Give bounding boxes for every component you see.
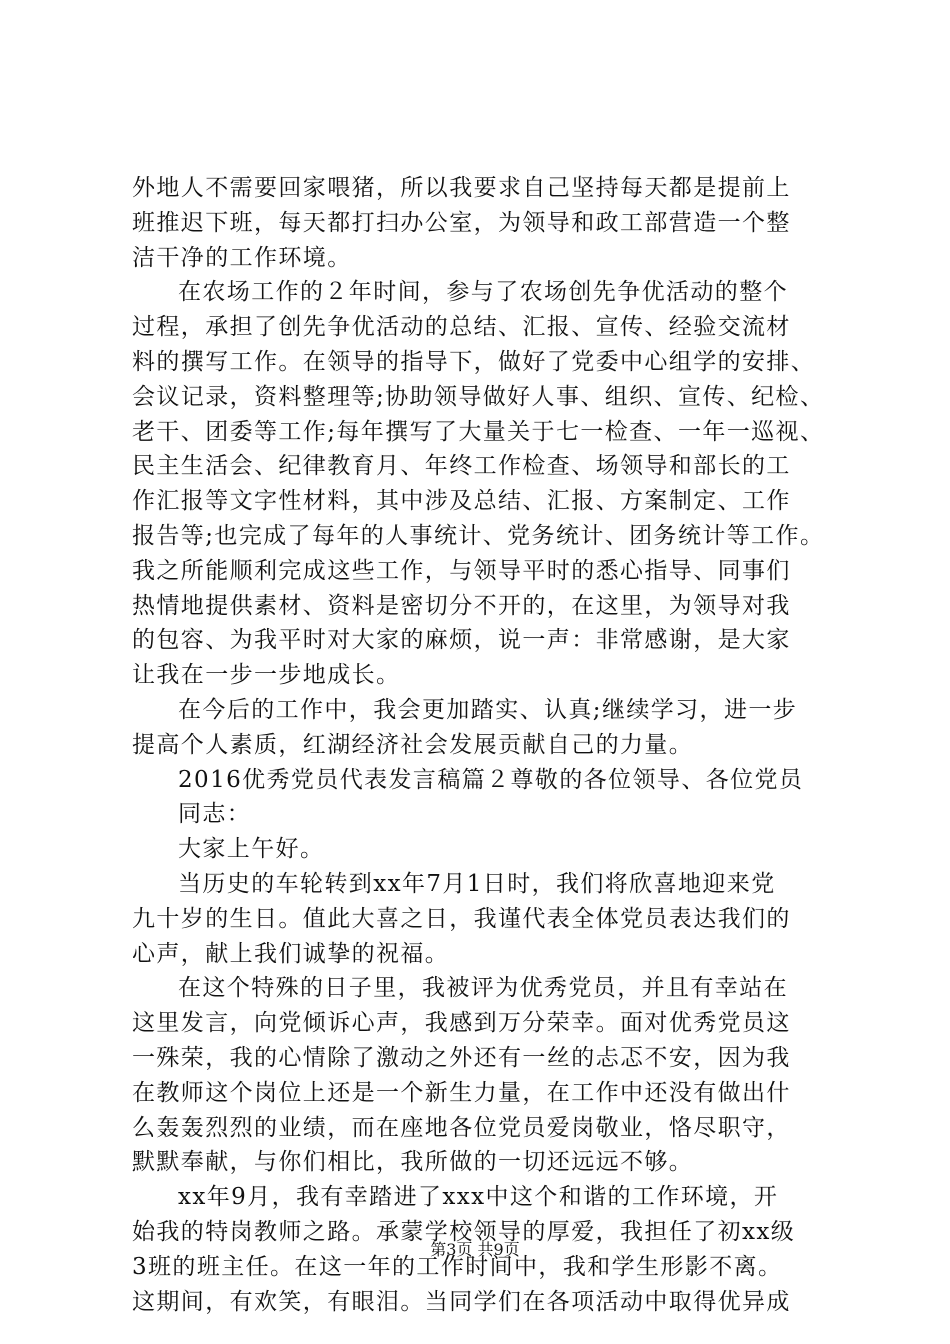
text-line: 在教师这个岗位上还是一个新生力量，在工作中还没有做出什 xyxy=(132,1079,791,1106)
text-line: 大家上午好。 xyxy=(178,836,325,863)
text-line: 同志： xyxy=(178,801,252,828)
text-line: 过程，承担了创先争优活动的总结、汇报、宣传、经验交流材 xyxy=(132,314,791,341)
text-line: 这里发言，向党倾诉心声，我感到万分荣幸。面对优秀党员这 xyxy=(132,1010,791,1037)
text-line: 会议记录，资料整理等;协助领导做好人事、组织、宣传、纪检、 xyxy=(132,383,825,410)
text-line: 在这个特殊的日子里，我被评为优秀党员，并且有幸站在 xyxy=(178,975,788,1002)
text-line: 的包容、为我平时对大家的麻烦，说一声：非常感谢，是大家 xyxy=(132,627,791,654)
text-line: 心声，献上我们诚挚的祝福。 xyxy=(132,940,450,967)
text-line: 报告等;也完成了每年的人事统计、党务统计、团务统计等工作。 xyxy=(132,522,825,549)
text-line: 3班的班主任。在这一年的工作时间中，我和学生形影不离。 xyxy=(132,1253,783,1280)
page-number-footer: 第3页 共9页 xyxy=(430,1240,520,1259)
text-line: 提高个人素质，红湖经济社会发展贡献自己的力量。 xyxy=(132,731,694,758)
text-line: 外地人不需要回家喂猪，所以我要求自己坚持每天都是提前上 xyxy=(132,175,791,201)
body-text xyxy=(132,171,837,1319)
text-line: 洁干净的工作环境。 xyxy=(132,244,352,271)
text-line: 热情地提供素材、资料是密切分不开的，在这里，为领导对我 xyxy=(132,592,791,619)
text-line: 让我在一步一步地成长。 xyxy=(132,662,401,689)
text-line: xx年9月，我有幸踏进了xxx中这个和谐的工作环境，开 xyxy=(178,1184,779,1211)
text-line: 在农场工作的２年时间，参与了农场创先争优活动的整个 xyxy=(178,279,788,306)
text-line: 民主生活会、纪律教育月、年终工作检查、场领导和部长的工 xyxy=(132,453,791,480)
text-line: 始我的特岗教师之路。承蒙学校领导的厚爱，我担任了初xx级 xyxy=(132,1218,796,1245)
section-heading: 2016优秀党员代表发言稿篇２尊敬的各位领导、各位党员 xyxy=(178,766,804,793)
text-line: 九十岁的生日。值此大喜之日，我谨代表全体党员表达我们的 xyxy=(132,905,791,932)
text-line: 老干、团委等工作;每年撰写了大量关于七一检查、一年一巡视、 xyxy=(132,418,825,445)
text-line: 么轰轰烈烈的业绩，而在座地各位党员爱岗敬业，恪尽职守， xyxy=(132,1114,791,1141)
text-line: 班推迟下班，每天都打扫办公室，为领导和政工部营造一个整 xyxy=(132,209,791,236)
text-line: 在今后的工作中，我会更加踏实、认真;继续学习，进一步 xyxy=(178,696,798,723)
text-line: 一殊荣，我的心情除了激动之外还有一丝的忐忑不安，因为我 xyxy=(132,1044,791,1071)
text-line: 我之所能顺利完成这些工作，与领导平时的悉心指导、同事们 xyxy=(132,557,791,584)
text-line: 作汇报等文字性材料，其中涉及总结、汇报、方案制定、工作 xyxy=(132,488,791,515)
text-line: 料的撰写工作。在领导的指导下，做好了党委中心组学的安排、 xyxy=(132,348,816,375)
text-line: 当历史的车轮转到xx年7月1日时，我们将欣喜地迎来党 xyxy=(178,870,776,897)
text-line: 默默奉献，与你们相比，我所做的一切还远远不够。 xyxy=(132,1149,694,1176)
text-line: 这期间，有欢笑，有眼泪。当同学们在各项活动中取得优异成 xyxy=(132,1288,791,1315)
